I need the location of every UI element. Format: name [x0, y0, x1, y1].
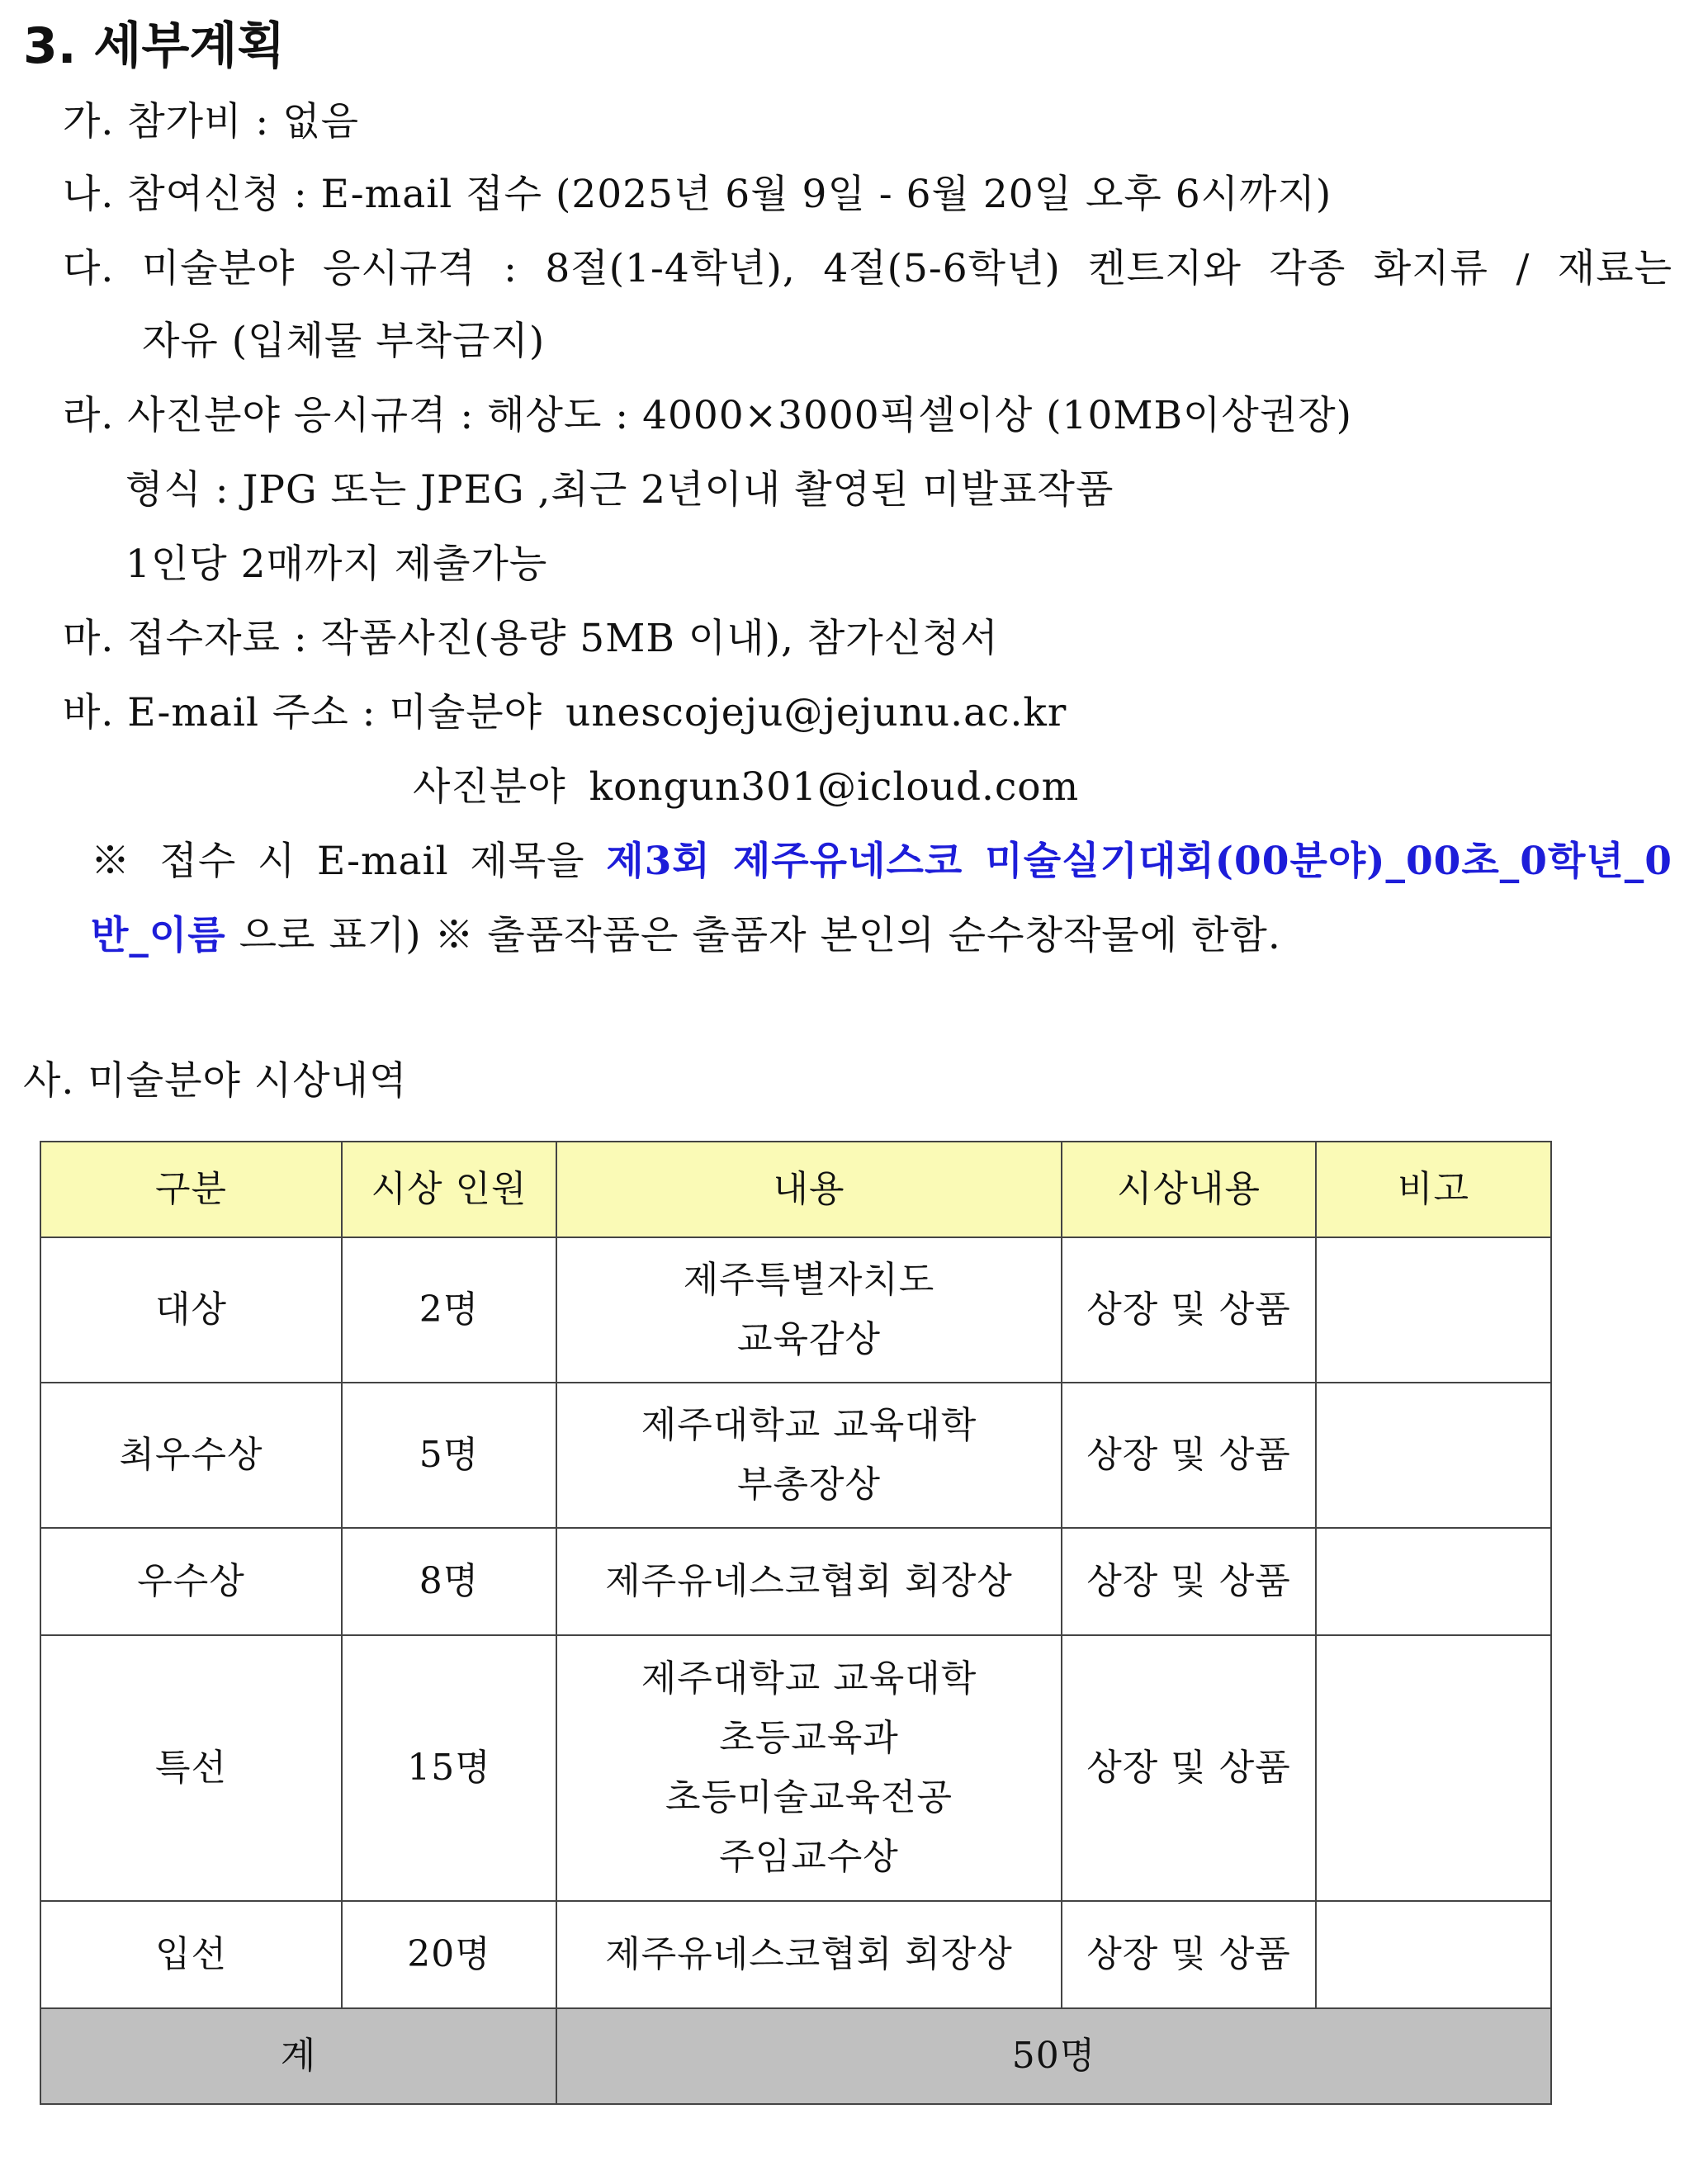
table-row — [40, 1383, 1551, 1528]
item-email-art — [63, 688, 1067, 738]
cell-category: 특선 — [40, 1635, 342, 1901]
cell-prize: 상장 및 상품 — [1062, 1383, 1316, 1528]
cell-prize: 상장 및 상품 — [1062, 1528, 1316, 1635]
content-line: 제주특별자치도 — [683, 1259, 935, 1301]
item-fee: 가. 참가비 : 없음 — [63, 99, 360, 144]
item-art-spec-line2: 자유 (입체물 부착금지) — [142, 319, 546, 364]
cell-count: 15명 — [342, 1635, 556, 1901]
item-photo-spec-line2: 형식 : JPG 또는 JPEG ,최근 2년이내 촬영된 미발표작품 — [125, 467, 1114, 513]
note-subject-format-end: 반_이름 — [91, 913, 226, 958]
awards-table — [40, 1141, 1552, 2105]
art-email-address[interactable]: unescojeju@jejunu.ac.kr — [565, 690, 1067, 735]
table-row — [40, 1635, 1551, 1901]
awards-title: 사. 미술분야 시상내역 — [23, 1058, 408, 1104]
item-application: 나. 참여신청 : E-mail 접수 (2025년 6월 9일 - 6월 20일 오후 6시까지) — [63, 172, 1332, 217]
table-row — [40, 1528, 1551, 1635]
header-remark: 비고 — [1316, 1142, 1551, 1237]
content-line: 주임교수상 — [719, 1836, 899, 1878]
cell-category: 입선 — [40, 1901, 342, 2008]
table-row — [40, 1237, 1551, 1383]
cell-remark — [1316, 1383, 1551, 1528]
item-art-spec-line1: 다. 미술분야 응시규격 : 8절(1-4학년), 4절(5-6학년) 켄트지와 각종 화지류 / 재료는 — [63, 246, 1673, 291]
note-suffix: 으로 표기) ※ 출품작품은 출품자 본인의 순수창작물에 한함. — [225, 913, 1281, 958]
cell-content — [556, 1635, 1062, 1901]
content-line: 초등미술교육전공 — [665, 1776, 953, 1818]
cell-count: 20명 — [342, 1901, 556, 2008]
cell-category: 우수상 — [40, 1528, 342, 1635]
photo-email-label: 사진분야 — [413, 764, 566, 810]
note-line1 — [91, 837, 1673, 887]
cell-content — [556, 1901, 1062, 2008]
cell-remark — [1316, 1528, 1551, 1635]
note-line2 — [91, 911, 1281, 961]
content-line: 제주대학교 교육대학 — [641, 1404, 977, 1446]
cell-prize: 상장 및 상품 — [1062, 1237, 1316, 1383]
note-prefix: ※ 접수 시 E-mail 제목을 — [91, 839, 607, 884]
item-photo-spec-line3: 1인당 2매까지 제출가능 — [125, 541, 548, 587]
cell-category: 최우수상 — [40, 1383, 342, 1528]
cell-content — [556, 1528, 1062, 1635]
email-label: 바. E-mail 주소 : 미술분야 — [63, 690, 543, 735]
cell-remark — [1316, 1237, 1551, 1383]
total-label: 계 — [40, 2008, 556, 2104]
cell-count: 8명 — [342, 1528, 556, 1635]
content-line: 제주유네스코협회 회장상 — [605, 1933, 1013, 1975]
header-content: 내용 — [556, 1142, 1062, 1237]
content-line: 부총장상 — [736, 1464, 881, 1506]
cell-category: 대상 — [40, 1237, 342, 1383]
item-email-photo — [413, 763, 1079, 812]
cell-remark — [1316, 1635, 1551, 1901]
note-subject-format: 제3회 제주유네스코 미술실기대회(00분야)_00초_0학년_0 — [606, 839, 1673, 884]
cell-prize: 상장 및 상품 — [1062, 1635, 1316, 1901]
total-value: 50명 — [556, 2008, 1551, 2104]
content-line: 교육감상 — [736, 1318, 881, 1360]
table-header-row — [40, 1142, 1551, 1237]
item-photo-spec-line1: 라. 사진분야 응시규격 : 해상도 : 4000×3000픽셀이상 (10MB이상권장) — [63, 393, 1352, 438]
cell-count: 2명 — [342, 1237, 556, 1383]
cell-prize: 상장 및 상품 — [1062, 1901, 1316, 2008]
header-prize: 시상내용 — [1062, 1142, 1316, 1237]
content-line: 초등교육과 — [719, 1717, 899, 1759]
table-row — [40, 1901, 1551, 2008]
cell-content — [556, 1383, 1062, 1528]
header-category: 구분 — [40, 1142, 342, 1237]
item-materials: 마. 접수자료 : 작품사진(용량 5MB 이내), 참가신청서 — [63, 616, 999, 661]
table-total-row — [40, 2008, 1551, 2104]
cell-remark — [1316, 1901, 1551, 2008]
cell-count: 5명 — [342, 1383, 556, 1528]
cell-content — [556, 1237, 1062, 1383]
header-count: 시상 인원 — [342, 1142, 556, 1237]
content-line: 제주대학교 교육대학 — [641, 1657, 977, 1700]
content-line: 제주유네스코협회 회장상 — [605, 1560, 1013, 1602]
photo-email-address[interactable]: kongun301@icloud.com — [589, 764, 1080, 810]
section-heading: 3. 세부계획 — [23, 17, 286, 75]
